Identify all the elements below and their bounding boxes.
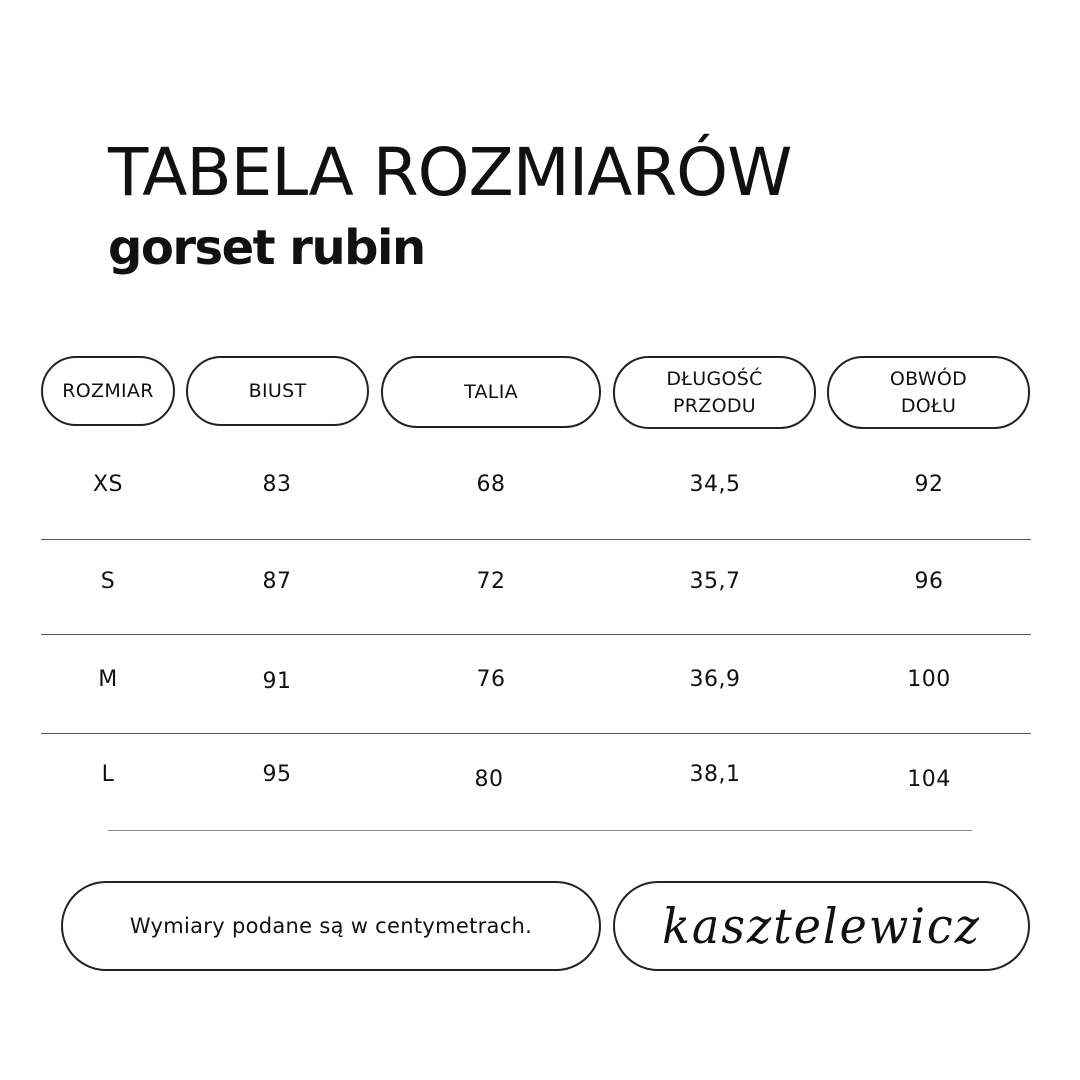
row-divider (41, 634, 1031, 635)
cell-dlugosc-przodu: 35,7 (689, 569, 741, 594)
column-header-obwod-dolu (827, 356, 1030, 429)
cell-biust: 91 (262, 669, 292, 694)
row-divider (41, 539, 1031, 540)
cell-biust: 87 (262, 569, 292, 594)
cell-talia: 68 (476, 472, 506, 497)
cell-talia: 72 (476, 569, 506, 594)
column-header-label: ROZMIAR (62, 379, 154, 402)
cell-size: L (101, 762, 115, 787)
column-header-talia (381, 356, 601, 428)
brand-logo: kasztelewicz (662, 897, 981, 955)
cell-obwod-dolu: 100 (907, 667, 951, 692)
column-header-label: DŁUGOŚĆ PRZODU (666, 367, 763, 417)
cell-biust: 95 (262, 762, 292, 787)
column-header-rozmiar (41, 356, 175, 426)
units-note-pill (61, 881, 601, 971)
page-title: TABELA ROZMIARÓW (108, 134, 792, 211)
column-header-label: TALIA (464, 380, 518, 403)
cell-obwod-dolu: 104 (907, 767, 951, 792)
column-header-dlugosc-przodu (613, 356, 816, 429)
units-note: Wymiary podane są w centymetrach. (129, 914, 533, 938)
row-divider (41, 733, 1031, 734)
brand-pill (613, 881, 1030, 971)
cell-dlugosc-przodu: 34,5 (689, 472, 741, 497)
cell-dlugosc-przodu: 36,9 (689, 667, 741, 692)
page-subtitle: gorset rubin (108, 220, 425, 276)
column-header-label: OBWÓD DOŁU (889, 367, 968, 417)
cell-talia: 80 (474, 767, 504, 792)
cell-obwod-dolu: 96 (914, 569, 944, 594)
cell-talia: 76 (476, 667, 506, 692)
cell-obwod-dolu: 92 (914, 472, 944, 497)
table-bottom-divider (108, 830, 972, 831)
cell-size: S (100, 569, 116, 594)
cell-size: XS (92, 472, 124, 497)
cell-dlugosc-przodu: 38,1 (689, 762, 741, 787)
cell-size: M (98, 667, 118, 692)
column-header-biust (186, 356, 369, 426)
cell-biust: 83 (262, 472, 292, 497)
column-header-label: BIUST (248, 379, 307, 402)
